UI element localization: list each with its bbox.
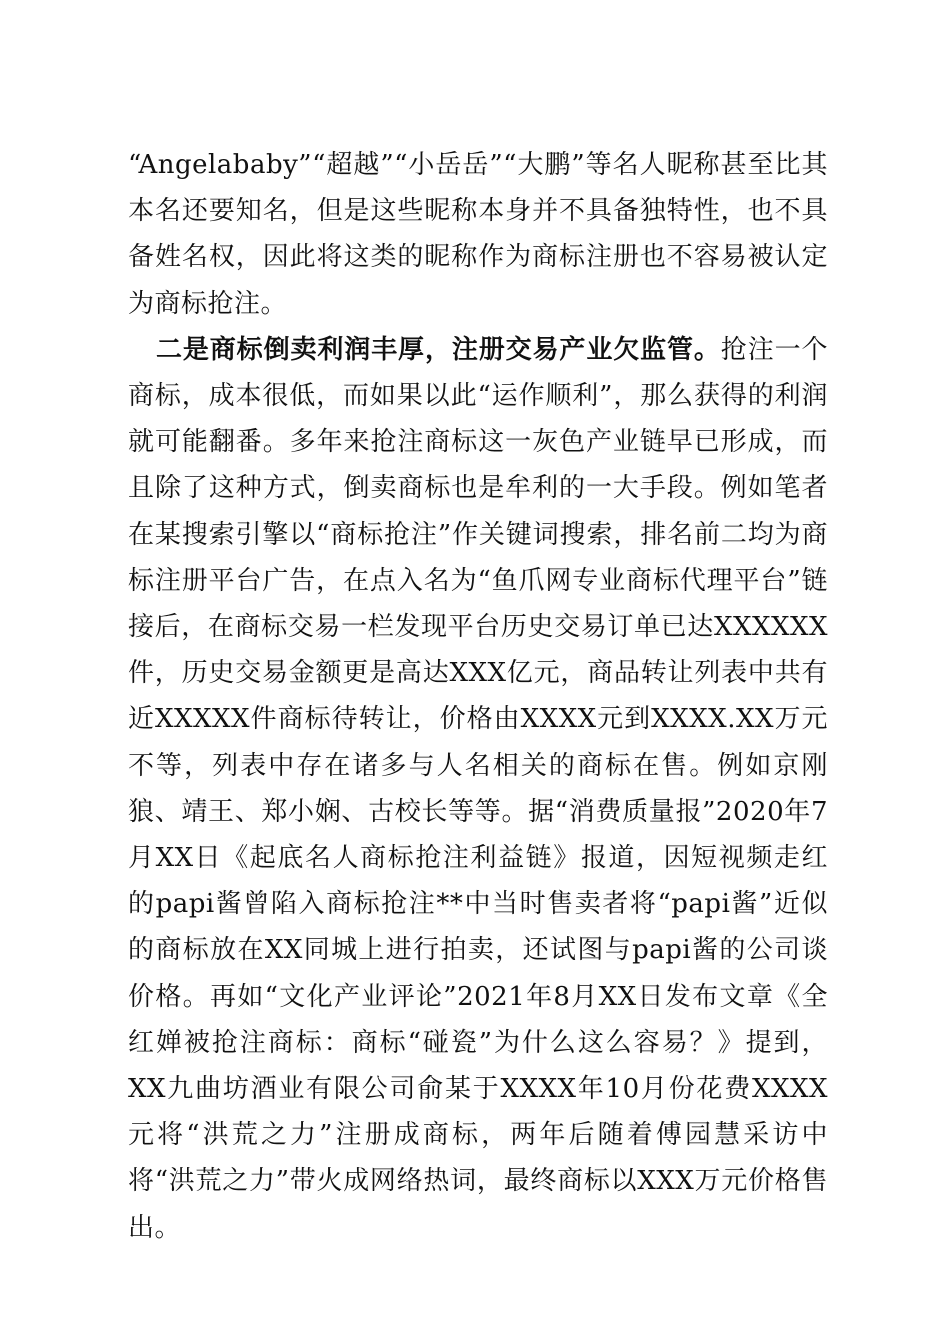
paragraph-text: “Angelababy”“超越”“小岳岳”“大鹏”等名人昵称甚至比其本名还要知名，但是这些昵称本身并不具备独特性，也不具备姓名权，因此将这类的昵称作为商标注册也不容易被认定为商标抢注。 (128, 150, 828, 319)
paragraph-lead-heading: 二是商标倒卖利润丰厚，注册交易产业欠监管。 (156, 334, 721, 365)
paragraph-trademark-resale (128, 327, 828, 1251)
paragraph-text: 抢注一个商标，成本很低，而如果以此“运作顺利”，那么获得的利润就可能翻番。多年来抢注商标这一灰色产业链早已形成，而且除了这种方式，倒卖商标也是牟利的一大手段。例如笔者在某搜索引擎以“商标抢注”作关键词搜索，排名前二均为商标注册平台广告，在点入名为“鱼爪网专业商标代理平台”链接后，在商标交易一栏发现平台历史交易订单已达XXXXXX件，历史交易金额更是高达XXX亿元，商品转让列表中共有近XXXXX件商标待转让，价格由XXXX元到XXXX.XX万元不等，列表中存在诸多与人名相关的商标在售。例如京刚狼、靖王、郑小娴、古校长等等。据“消费质量报”2020年7月XX日《起底名人商标抢注利益链》报道，因短视频走红的papi酱曾陷入商标抢注**中当时售卖者将“papi酱”近似的商标放在XX同城上进行拍卖，还试图与papi酱的公司谈价格。再如“文化产业评论”2021年8月XX日发布文章《全红婵被抢注商标：商标“碰瓷”为什么这么容易？》提到，XX九曲坊酒业有限公司俞某于XXXX年10月份花费XXXX元将“洪荒之力”注册成商标，两年后随着傅园慧采访中将“洪荒之力”带火成网络热词，最终商标以XXX万元价格售出。 (128, 334, 828, 1243)
document-body (128, 142, 828, 1251)
paragraph-nickname-trademarks (128, 142, 828, 327)
